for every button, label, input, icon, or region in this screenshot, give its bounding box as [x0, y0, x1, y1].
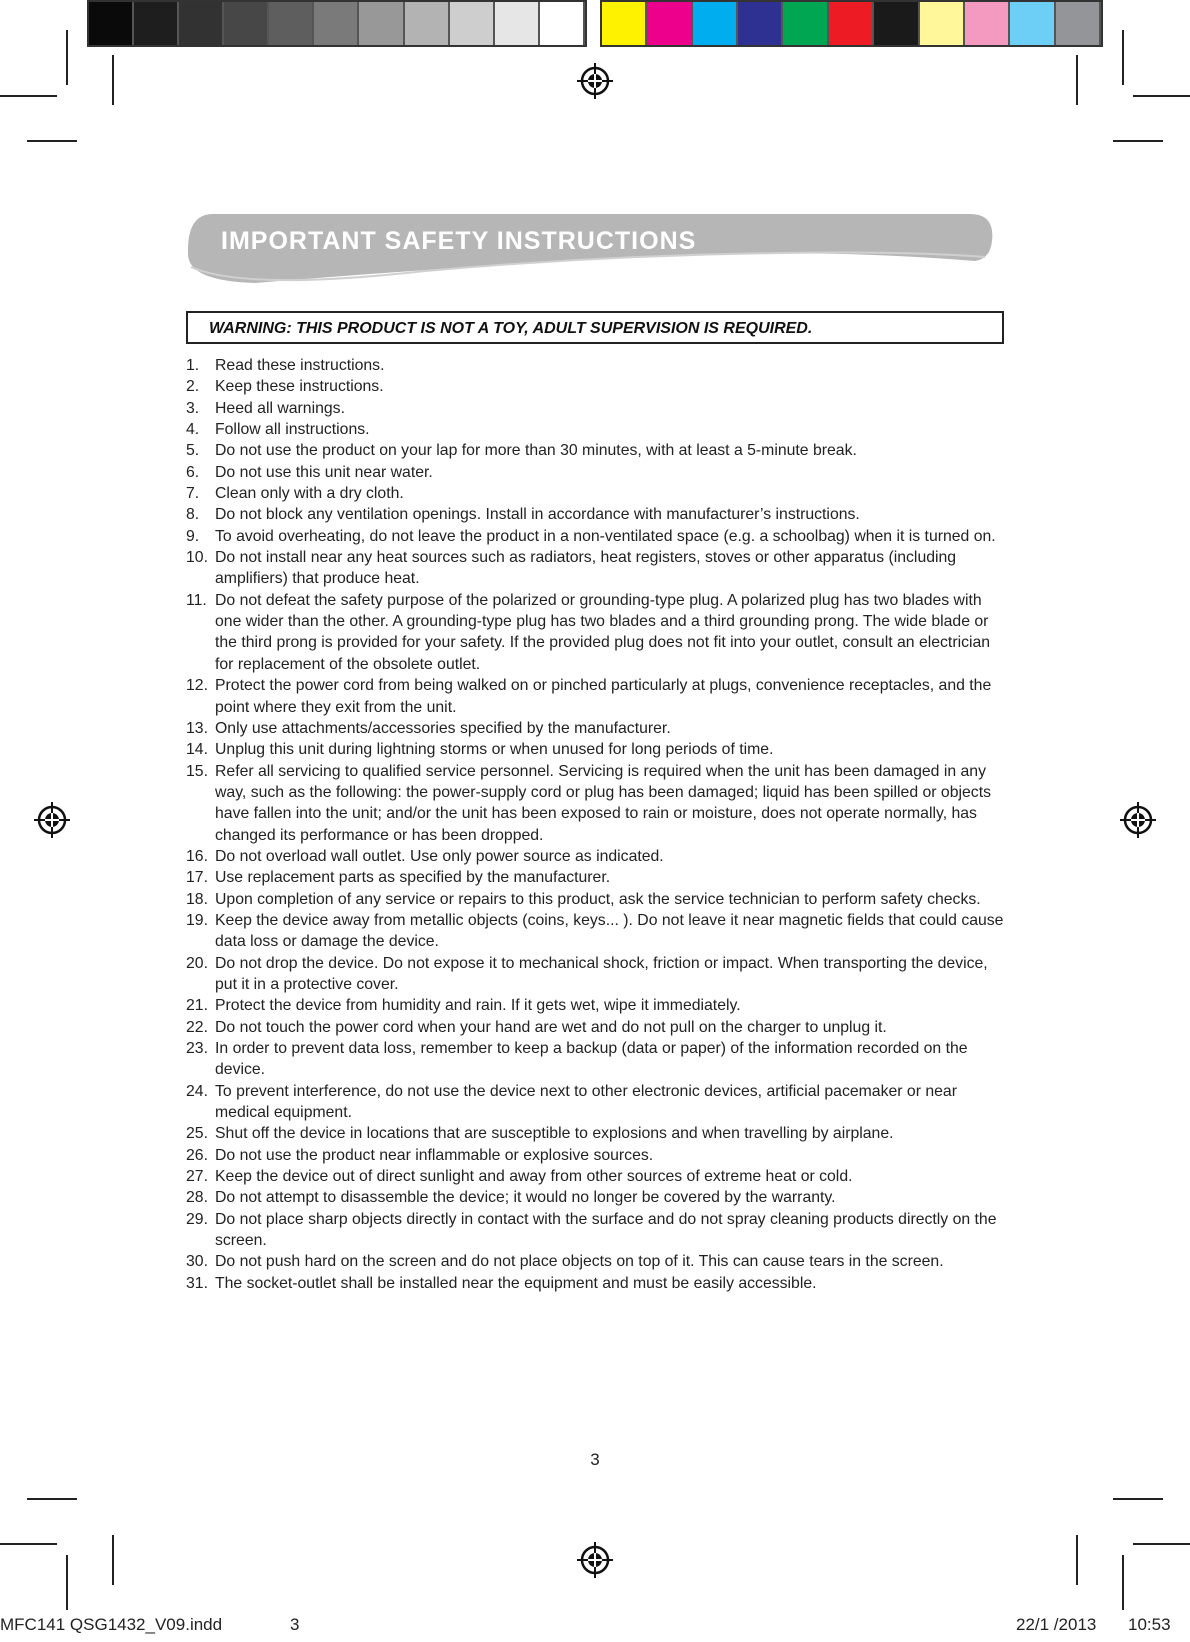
list-item-number: 12. [186, 677, 208, 695]
list-item [186, 526, 1004, 547]
list-item-text: In order to prevent data loss, remember to keep a backup (data or paper) of the information recorded on the device. [215, 1040, 968, 1079]
list-item-text: Do not block any ventilation openings. Install in accordance with manufacturer’s instructions. [215, 506, 860, 524]
color-swatch [495, 2, 540, 45]
color-swatch [602, 2, 647, 45]
list-item-number: 10. [186, 549, 208, 567]
registration-mark-icon [577, 63, 613, 99]
list-item-text: Do not push hard on the screen and do not place objects on top of it. This can cause tears in the screen. [215, 1253, 944, 1271]
list-item-number: 7. [186, 485, 200, 503]
list-item-number: 5. [186, 442, 200, 460]
list-item-number: 19. [186, 911, 208, 929]
list-item-text: Keep the device away from metallic objects (coins, keys... ). Do not leave it near magnetic fields that could cause data loss or damage the device. [215, 911, 1004, 951]
list-item [186, 398, 1004, 419]
instructions-list [186, 355, 1004, 1294]
color-swatch [224, 2, 269, 45]
list-item-text: The socket-outlet shall be installed near the equipment and must be easily accessible. [215, 1274, 817, 1292]
registration-mark-icon [1120, 802, 1156, 838]
color-swatch [693, 2, 738, 45]
list-item [186, 504, 1004, 525]
list-item-number: 8. [186, 506, 200, 524]
crop-mark [66, 30, 68, 85]
list-item [186, 761, 1004, 846]
list-item-text: Follow all instructions. [215, 421, 370, 439]
list-item-text: Upon completion of any service or repairs to this product, ask the service technician to perform safety checks. [215, 890, 981, 908]
list-item-text: Unplug this unit during lightning storms or when unused for long periods of time. [215, 741, 774, 759]
color-swatch [965, 2, 1010, 45]
list-item-number: 9. [186, 527, 200, 545]
color-swatch [540, 2, 585, 45]
list-item-text: Refer all servicing to qualified service personnel. Servicing is required when the unit has been damaged in any way, such as the following: the power-supply cord or plug has been damaged; liquid has been spilled or objects have fallen into the unit; and/or the unit has been exposed to rain or moisture, does not operate normally, has changed its performance or has been dropped. [215, 762, 991, 844]
crop-mark [27, 140, 77, 142]
crop-mark [0, 1543, 57, 1545]
color-swatch [269, 2, 314, 45]
crop-mark [1113, 140, 1163, 142]
footer-time: 10:53 [1128, 1615, 1171, 1634]
color-swatch [405, 2, 450, 45]
list-item-text: Read these instructions. [215, 357, 385, 374]
list-item-text: Only use attachments/accessories specified by the manufacturer. [215, 719, 671, 737]
list-item [186, 867, 1004, 888]
footer-date: 22/1 /2013 [1016, 1615, 1097, 1634]
list-item-number: 2. [186, 378, 200, 396]
list-item-number: 25. [186, 1125, 208, 1143]
list-item-number: 6. [186, 463, 200, 481]
list-item [186, 1251, 1004, 1272]
color-swatch [829, 2, 874, 45]
list-item-number: 28. [186, 1189, 208, 1207]
grayscale-calibration-bar [87, 0, 587, 47]
color-swatch [783, 2, 828, 45]
color-swatch [359, 2, 404, 45]
color-swatch [738, 2, 783, 45]
color-swatch [1010, 2, 1055, 45]
list-item-number: 15. [186, 762, 208, 780]
list-item [186, 1038, 1004, 1081]
color-swatch [647, 2, 692, 45]
color-swatch [450, 2, 495, 45]
list-item-number: 4. [186, 421, 200, 439]
list-item [186, 995, 1004, 1016]
color-swatch [874, 2, 919, 45]
list-item-text: Use replacement parts as specified by the manufacturer. [215, 869, 611, 887]
list-item-text: Keep the device out of direct sunlight and away from other sources of extreme heat or cold. [215, 1168, 853, 1186]
page-title: IMPORTANT SAFETY INSTRUCTIONS [221, 227, 697, 255]
list-item-number: 18. [186, 890, 208, 908]
list-item [186, 483, 1004, 504]
list-item [186, 1123, 1004, 1144]
color-swatch [920, 2, 965, 45]
list-item-text: Do not use the product on your lap for more than 30 minutes, with at least a 5-minute break. [215, 442, 857, 460]
list-item [186, 846, 1004, 867]
list-item [186, 953, 1004, 996]
list-item-number: 27. [186, 1168, 208, 1186]
list-item-number: 23. [186, 1040, 208, 1057]
list-item-text: To prevent interference, do not use the device next to other electronic devices, artificial pacemaker or near medical equipment. [215, 1082, 957, 1122]
crop-mark [66, 1555, 68, 1610]
color-swatch [134, 2, 179, 45]
color-swatch [314, 2, 359, 45]
list-item-text: Protect the device from humidity and rain. If it gets wet, wipe it immediately. [215, 997, 741, 1015]
list-item [186, 355, 1004, 376]
list-item [186, 910, 1004, 953]
list-item-text: Do not use this unit near water. [215, 463, 433, 481]
page-number: 3 [590, 1450, 600, 1469]
list-item-text: Do not place sharp objects directly in contact with the surface and do not spray cleaning products directly on the screen. [215, 1210, 997, 1250]
list-item-number: 1. [186, 357, 200, 374]
list-item [186, 718, 1004, 739]
list-item-text: Do not drop the device. Do not expose it to mechanical shock, friction or impact. When transporting the device, put it in a protective cover. [215, 954, 988, 993]
list-item-number: 16. [186, 847, 208, 865]
registration-mark-icon [34, 802, 70, 838]
list-item [186, 376, 1004, 397]
list-item [186, 1187, 1004, 1208]
list-item-number: 3. [186, 399, 200, 417]
list-item [186, 419, 1004, 440]
footer-filename: MFC141 QSG1432_V09.indd [0, 1615, 223, 1634]
list-item-number: 21. [186, 997, 208, 1015]
list-item-text: Do not touch the power cord when your hand are wet and do not pull on the charger to unplug it. [215, 1018, 887, 1036]
list-item-number: 11. [186, 591, 207, 609]
crop-mark [1076, 55, 1078, 105]
list-item-text: Clean only with a dry cloth. [215, 485, 404, 503]
list-item-text: Do not defeat the safety purpose of the polarized or grounding-type plug. A polarized plug has two blades with one wider than the other. A grounding-type plug has two blades and a third grounding prong. The wide blade or the third prong is provided for your safety. If the provided plug does not fit into your outlet, consult an electrician for replacement of the obsolete outlet. [215, 591, 991, 673]
list-item-number: 17. [186, 869, 208, 887]
list-item-text: Do not install near any heat sources such as radiators, heat registers, stoves or other apparatus (including amplifiers) that produce heat. [215, 549, 957, 588]
registration-mark-icon [577, 1542, 613, 1578]
list-item-text: Do not use the product near inflammable or explosive sources. [215, 1146, 654, 1164]
list-item [186, 590, 1004, 675]
crop-mark [1133, 1543, 1190, 1545]
list-item [186, 1081, 1004, 1124]
warning-box: WARNING: THIS PRODUCT IS NOT A TOY, ADULT SUPERVISION IS REQUIRED. [186, 311, 1004, 344]
color-swatch [179, 2, 224, 45]
list-item-number: 13. [186, 719, 208, 737]
list-item-number: 20. [186, 954, 208, 972]
list-item-number: 26. [186, 1146, 208, 1164]
crop-mark [0, 95, 57, 97]
list-item-number: 14. [186, 741, 208, 759]
list-item [186, 1273, 1004, 1294]
list-item-text: Shut off the device in locations that are susceptible to explosions and when travelling by airplane. [215, 1125, 894, 1143]
crop-mark [27, 1498, 77, 1500]
crop-mark [1122, 30, 1124, 85]
list-item-text: Heed all warnings. [215, 399, 345, 417]
list-item-number: 22. [186, 1018, 208, 1036]
list-item [186, 440, 1004, 461]
crop-mark [1113, 1498, 1163, 1500]
crop-mark [1133, 95, 1190, 97]
list-item-text: Do not attempt to disassemble the device; it would no longer be covered by the warranty. [215, 1189, 836, 1207]
color-calibration-bar [600, 0, 1103, 47]
list-item-text: Do not overload wall outlet. Use only power source as indicated. [215, 847, 664, 865]
list-item [186, 1145, 1004, 1166]
list-item-number: 29. [186, 1210, 208, 1228]
footer-page: 3 [290, 1615, 300, 1634]
list-item-number: 31. [186, 1274, 208, 1292]
list-item [186, 889, 1004, 910]
list-item [186, 739, 1004, 760]
list-item-text: Protect the power cord from being walked on or pinched particularly at plugs, convenience receptacles, and the point where they exit from the unit. [215, 677, 992, 716]
list-item-text: Keep these instructions. [215, 378, 384, 396]
list-item-number: 24. [186, 1082, 208, 1100]
color-swatch [89, 2, 134, 45]
list-item-text: To avoid overheating, do not leave the product in a non-ventilated space (e.g. a schoolbag) when it is turned on. [215, 527, 996, 545]
list-item-number: 30. [186, 1253, 208, 1271]
list-item [186, 1166, 1004, 1187]
list-item [186, 675, 1004, 718]
list-item [186, 1017, 1004, 1038]
crop-mark [1122, 1555, 1124, 1610]
section-header [185, 213, 995, 283]
crop-mark [112, 55, 114, 105]
list-item [186, 462, 1004, 483]
list-item [186, 547, 1004, 590]
crop-mark [1076, 1535, 1078, 1585]
color-swatch [1056, 2, 1101, 45]
crop-mark [112, 1535, 114, 1585]
list-item [186, 1209, 1004, 1252]
